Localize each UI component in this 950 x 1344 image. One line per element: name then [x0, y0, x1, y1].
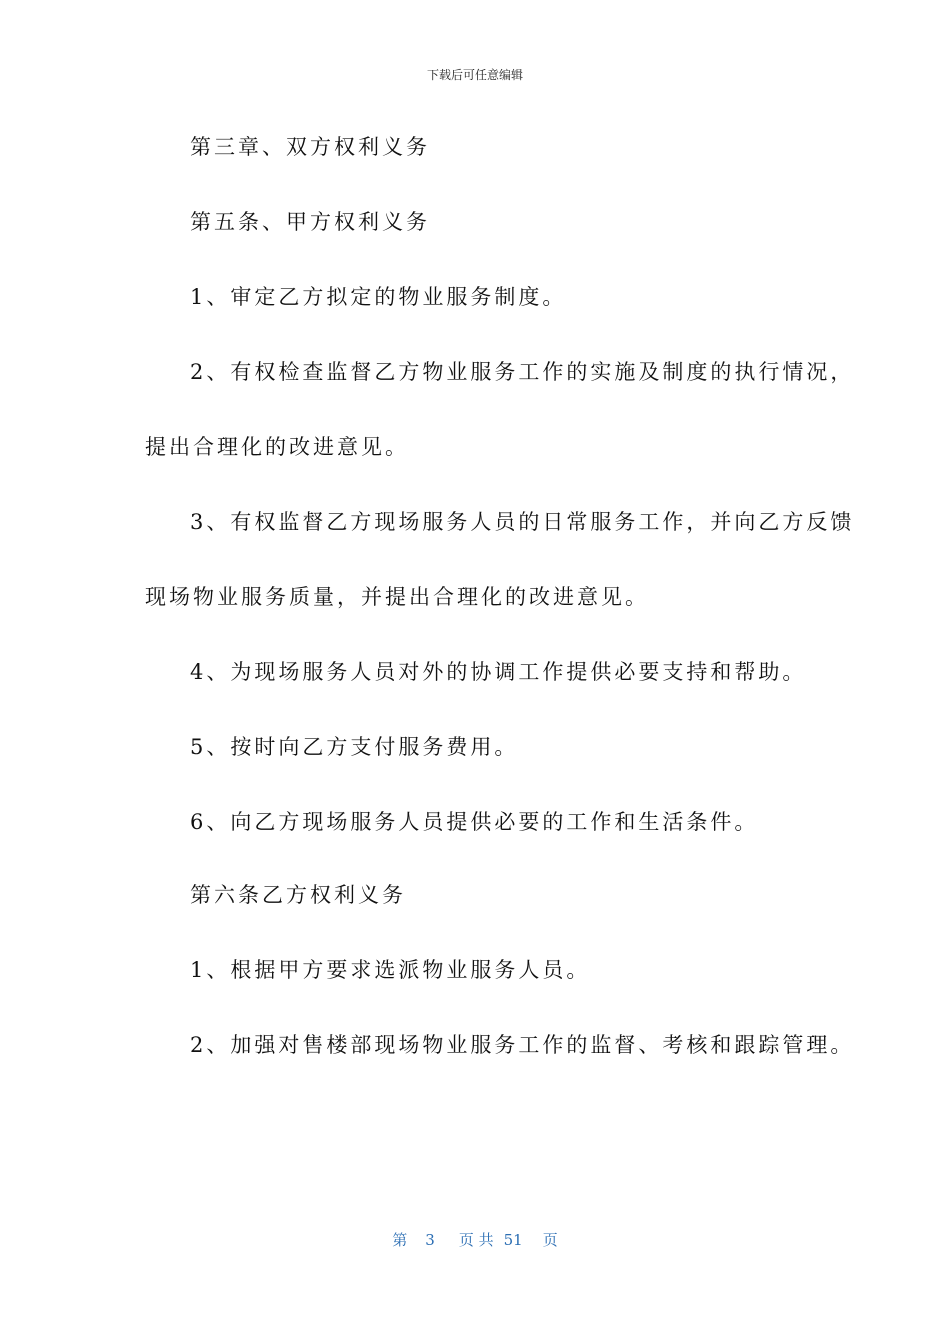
- paragraph-line: 1、审定乙方拟定的物业服务制度。: [190, 285, 567, 309]
- paragraph-continuation: 提出合理化的改进意见。: [145, 435, 409, 459]
- chapter-heading: 第三章、双方权利义务: [190, 135, 430, 159]
- paragraph-line: 2、加强对售楼部现场物业服务工作的监督、考核和跟踪管理。: [190, 1033, 855, 1057]
- paragraph-line: 4、为现场服务人员对外的协调工作提供必要支持和帮助。: [190, 660, 807, 684]
- paragraph-continuation: 现场物业服务质量，并提出合理化的改进意见。: [145, 585, 649, 609]
- footer-prefix: 第: [392, 1231, 408, 1249]
- footer-suffix: 页: [542, 1231, 558, 1249]
- article-heading-party-b: 第六条乙方权利义务: [190, 883, 406, 907]
- article-heading-party-a: 第五条、甲方权利义务: [190, 210, 430, 234]
- footer-total-pages: 51: [503, 1231, 523, 1249]
- page-number-footer: [0, 1229, 950, 1250]
- paragraph-line: 5、按时向乙方支付服务费用。: [190, 735, 519, 759]
- paragraph-line: 6、向乙方现场服务人员提供必要的工作和生活条件。: [190, 810, 759, 834]
- footer-middle: 页 共: [458, 1231, 494, 1249]
- paragraph-line: 3、有权监督乙方现场服务人员的日常服务工作，并向乙方反馈: [190, 510, 855, 534]
- paragraph-line: 2、有权检查监督乙方物业服务工作的实施及制度的执行情况，: [190, 360, 855, 384]
- footer-current-page: 3: [425, 1231, 435, 1249]
- paragraph-line: 1、根据甲方要求选派物业服务人员。: [190, 958, 591, 982]
- page-header-note: 下载后可任意编辑: [426, 68, 523, 82]
